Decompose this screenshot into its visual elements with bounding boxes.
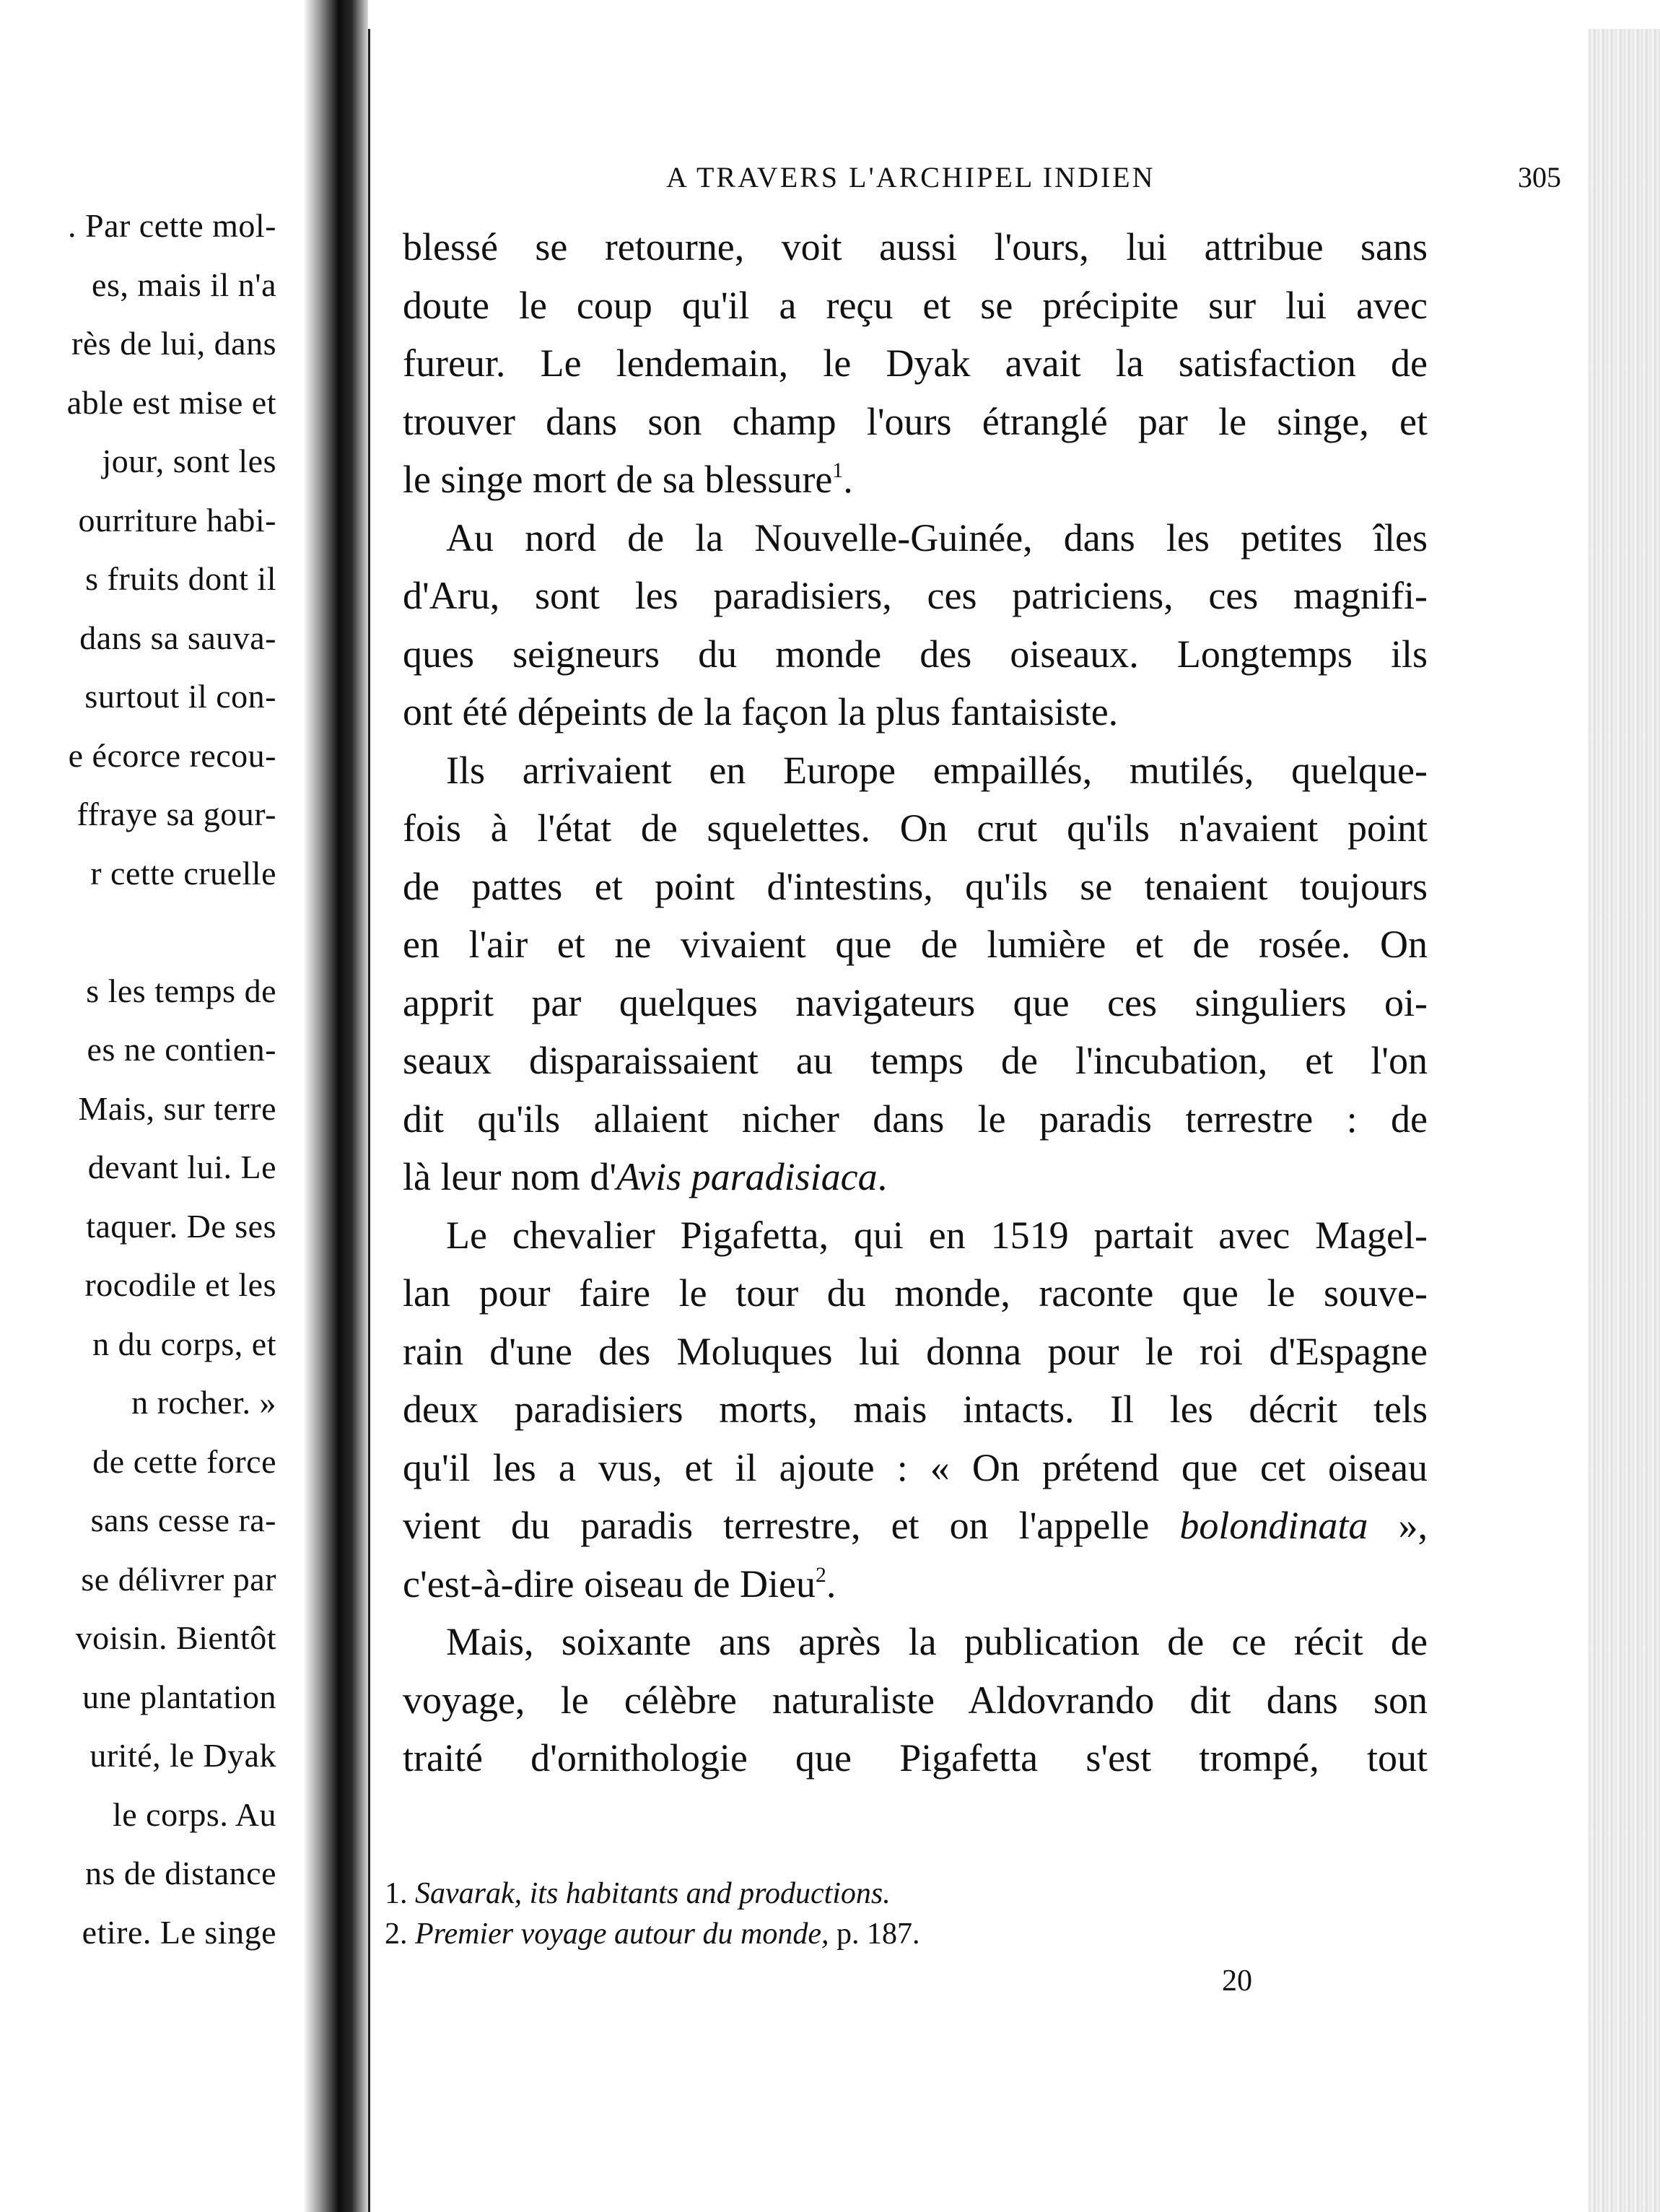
left-page — [0, 0, 314, 2212]
left-text-line: sans cesse ra- — [90, 1502, 276, 1538]
right-page — [368, 29, 1590, 2212]
left-text-line — [67, 902, 276, 962]
left-text-line: urité, le Dyak — [89, 1737, 276, 1774]
left-page-text — [67, 196, 276, 1961]
left-text-line: n du corps, et — [92, 1325, 276, 1362]
left-text-line: ns de distance — [84, 1855, 276, 1891]
text-line: deux paradisiers morts, mais intacts. Il les décrit tels — [403, 1388, 1428, 1431]
text-line: le singe mort de sa blessure$^1$. — [403, 458, 853, 501]
left-text-line: se délivrer par — [81, 1560, 276, 1598]
left-text-line: dans sa sauva- — [79, 619, 276, 656]
text-line: traité d'ornithologie que Pigafetta s'est trompé, tout — [403, 1736, 1428, 1780]
left-text-line: devant lui. Le — [87, 1149, 276, 1185]
text-line: voyage, le célèbre naturaliste Aldovrando dit dans son — [403, 1678, 1428, 1722]
left-text-line: rès de lui, dans — [71, 325, 276, 362]
footnotes — [385, 1873, 1179, 1954]
left-text-line: le corps. Au — [112, 1795, 276, 1833]
left-text-line: n rocher. » — [131, 1384, 276, 1421]
quoted-name: bolondinata — [1179, 1504, 1368, 1547]
text-line: fureur. Le lendemain, le Dyak avait la satisfaction de — [403, 341, 1428, 385]
signature-mark: 20 — [1222, 1964, 1252, 1998]
left-text-line: surtout il con- — [84, 678, 276, 715]
text-line: Ils arrivaient en Europe empaillés, mutilés, quelque- — [446, 748, 1428, 792]
footnote-ref: 1 — [832, 459, 844, 483]
text-line: Au nord de la Nouvelle-Guinée, dans les petites îles — [446, 515, 1428, 559]
left-text-line: voisin. Bientôt — [75, 1619, 276, 1656]
text-line: lan pour faire le tour du monde, raconte que le souve- — [403, 1271, 1428, 1315]
text-line: trouver dans son champ l'ours étranglé par le singe, et — [403, 399, 1428, 443]
left-text-line: une plantation — [82, 1678, 276, 1715]
left-text-line: taquer. De ses — [86, 1207, 276, 1245]
text-line: rain d'une des Moluques lui donna pour le roi d'Espagne — [403, 1329, 1428, 1373]
text-line: d'Aru, sont les paradisiers, ces patriciens, ces magnifi- — [403, 574, 1428, 617]
running-title: A TRAVERS L'ARCHIPEL INDIEN — [666, 161, 1156, 193]
page-number: 305 — [1518, 161, 1561, 193]
left-text-line: es, mais il n'a — [92, 266, 276, 303]
text-line: Mais, soixante ans après la publication de ce récit de — [446, 1620, 1428, 1663]
left-text-line: able est mise et — [66, 383, 276, 421]
left-text-line: s fruits dont il — [85, 560, 276, 597]
book-gutter — [303, 0, 368, 2212]
text-line: là leur nom d'Avis paradisiaca. — [403, 1155, 888, 1198]
text-line: c'est-à-dire oiseau de Dieu$^2$. — [403, 1562, 836, 1606]
page-edges — [1588, 29, 1660, 2212]
text-line: apprit par quelques navigateurs que ces singuliers oi- — [403, 980, 1428, 1024]
text-line: seaux disparaissaient au temps de l'incubation, et l'on — [403, 1039, 1428, 1082]
left-text-line: de cette force — [92, 1442, 276, 1480]
footnote-ref: 2 — [815, 1563, 826, 1587]
left-text-line: Mais, sur terre — [78, 1089, 276, 1127]
text-line: Le chevalier Pigafetta, qui en 1519 partait avec Magel- — [446, 1213, 1428, 1257]
left-text-line: s les temps de — [86, 972, 276, 1009]
text-line: vient du paradis terrestre, et on l'appelle bolondinata », — [403, 1504, 1428, 1547]
left-text-line: e écorce recou- — [68, 736, 276, 774]
text-line: de pattes et point d'intestins, qu'ils se tenaient toujours — [403, 864, 1428, 908]
latin-name: Avis paradisiaca — [616, 1155, 878, 1198]
footnote-2: 2. Premier voyage autour du monde, p. 187. — [385, 1917, 920, 1951]
left-text-line: rocodile et les — [84, 1266, 276, 1303]
left-text-line: ourriture habi- — [78, 501, 276, 539]
body-text — [403, 218, 1428, 1788]
left-text-line: ffraye sa gour- — [77, 796, 276, 832]
text-line: en l'air et ne vivaient que de lumière et de rosée. On — [403, 923, 1428, 966]
footnote-1: 1. Savarak, its habitants and productions. — [385, 1877, 891, 1910]
left-text-line: jour, sont les — [102, 443, 276, 479]
text-line: ques seigneurs du monde des oiseaux. Longtemps ils — [403, 632, 1428, 676]
text-line: blessé se retourne, voit aussi l'ours, lui attribue sans — [403, 225, 1428, 269]
text-line: doute le coup qu'il a reçu et se précipite sur lui avec — [403, 283, 1428, 327]
left-text-line: r cette cruelle — [90, 854, 276, 892]
text-line: fois à l'état de squelettes. On crut qu'ils n'avaient point — [403, 806, 1428, 850]
left-text-line: es ne contien- — [87, 1031, 276, 1068]
text-line: ont été dépeints de la façon la plus fantaisiste. — [403, 690, 1119, 733]
text-line: qu'il les a vus, et il ajoute : « On prétend que cet oiseau — [403, 1445, 1428, 1489]
left-text-line: . Par cette mol- — [67, 207, 276, 244]
text-line: dit qu'ils allaient nicher dans le paradis terrestre : de — [403, 1097, 1428, 1141]
left-text-line: etire. Le singe — [82, 1913, 276, 1951]
running-head — [565, 160, 1561, 204]
